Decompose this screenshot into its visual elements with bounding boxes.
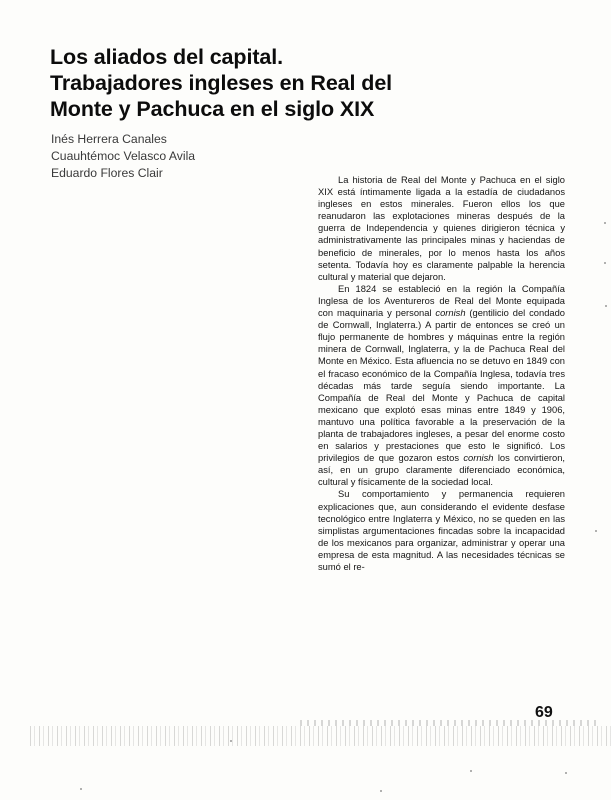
paragraph-1: La historia de Real del Monte y Pachuca en el siglo XIX está íntimamente ligada a la estadía de ciudadanos ingleses en estos minerales. Fueron ellos los que reanudaron las explotaciones mineras después de la guerra de Independencia y quienes dirigieron técnica y administrativamente las principales minas y haciendas de beneficio de minerales, por lo menos hasta los años setenta. Todavía hoy es claramente palpable la herencia cultural y material que dejaron.: [318, 175, 565, 282]
author-list: [51, 131, 195, 182]
scan-speck: [230, 740, 232, 742]
paragraph-2-part-a: En 1824 se estableció en la región la Compañía Inglesa de los Aventureros de Real del Monte equipada con maquinaria y personal: [318, 283, 565, 319]
emphasis-cornish-1: cornish: [435, 308, 466, 319]
scan-speck: [380, 790, 382, 792]
article-title: [50, 44, 570, 122]
scan-noise-line: [300, 720, 600, 726]
paragraph-2-part-c: los convirtieron, así, en un grupo claramente diferenciado económica, cultural y físicamente de la sociedad local.: [318, 453, 566, 488]
scan-speck: [604, 262, 606, 264]
author-1: Inés Herrera Canales: [51, 132, 167, 146]
scan-noise-band: [30, 726, 611, 746]
scan-speck: [80, 788, 82, 790]
author-3: Eduardo Flores Clair: [51, 166, 163, 180]
author-2: Cuauhtémoc Velasco Avila: [51, 149, 196, 163]
page-number: 69: [535, 704, 553, 721]
title-line-2: Trabajadores ingleses en Real del: [50, 71, 393, 95]
emphasis-cornish-2: cornish: [463, 453, 494, 464]
scan-speck: [595, 530, 597, 532]
paragraph-3: Su comportamiento y permanencia requieren explicaciones que, aun considerando el evidente desfase tecnológico entre Inglaterra y México, no se queden en las simplistas argumentaciones fincadas sobre la incapacidad de los mexicanos para organizar, administrar y operar una empresa de esta magnitud. A las necesidades técnicas se sumó el re-: [318, 489, 565, 572]
scan-speck: [605, 305, 607, 307]
title-line-1: Los aliados del capital.: [50, 45, 283, 69]
paragraph-2: [318, 283, 565, 489]
scan-speck: [565, 772, 567, 774]
scan-speck: [470, 770, 472, 772]
paragraph-2-part-b: (gentilicio del condado de Cornwall, Inglaterra.) A partir de entonces se creó un flujo permanente de hombres y máquinas entre la región minera de Cornwall, Inglaterra, y la de Pachuca Real del Monte en México. Esta afluencia no se detuvo en 1849 con el fracaso económico de la Compañía Inglesa, todavía tres décadas más tarde seguía siendo importante. La Compañía de Real del Monte y Pachuca de capital mexicano que explotó esas minas entre 1849 y 1906, mantuvo una política favorable a la preservación de la planta de trabajadores ingleses, a pesar del enorme costo en salarios y prestaciones que esto le significó. Los privilegios de que gozaron estos: [318, 308, 565, 464]
title-line-3: Monte y Pachuca en el siglo XIX: [50, 97, 375, 121]
article-body: [318, 174, 565, 573]
scan-speck: [604, 222, 606, 224]
